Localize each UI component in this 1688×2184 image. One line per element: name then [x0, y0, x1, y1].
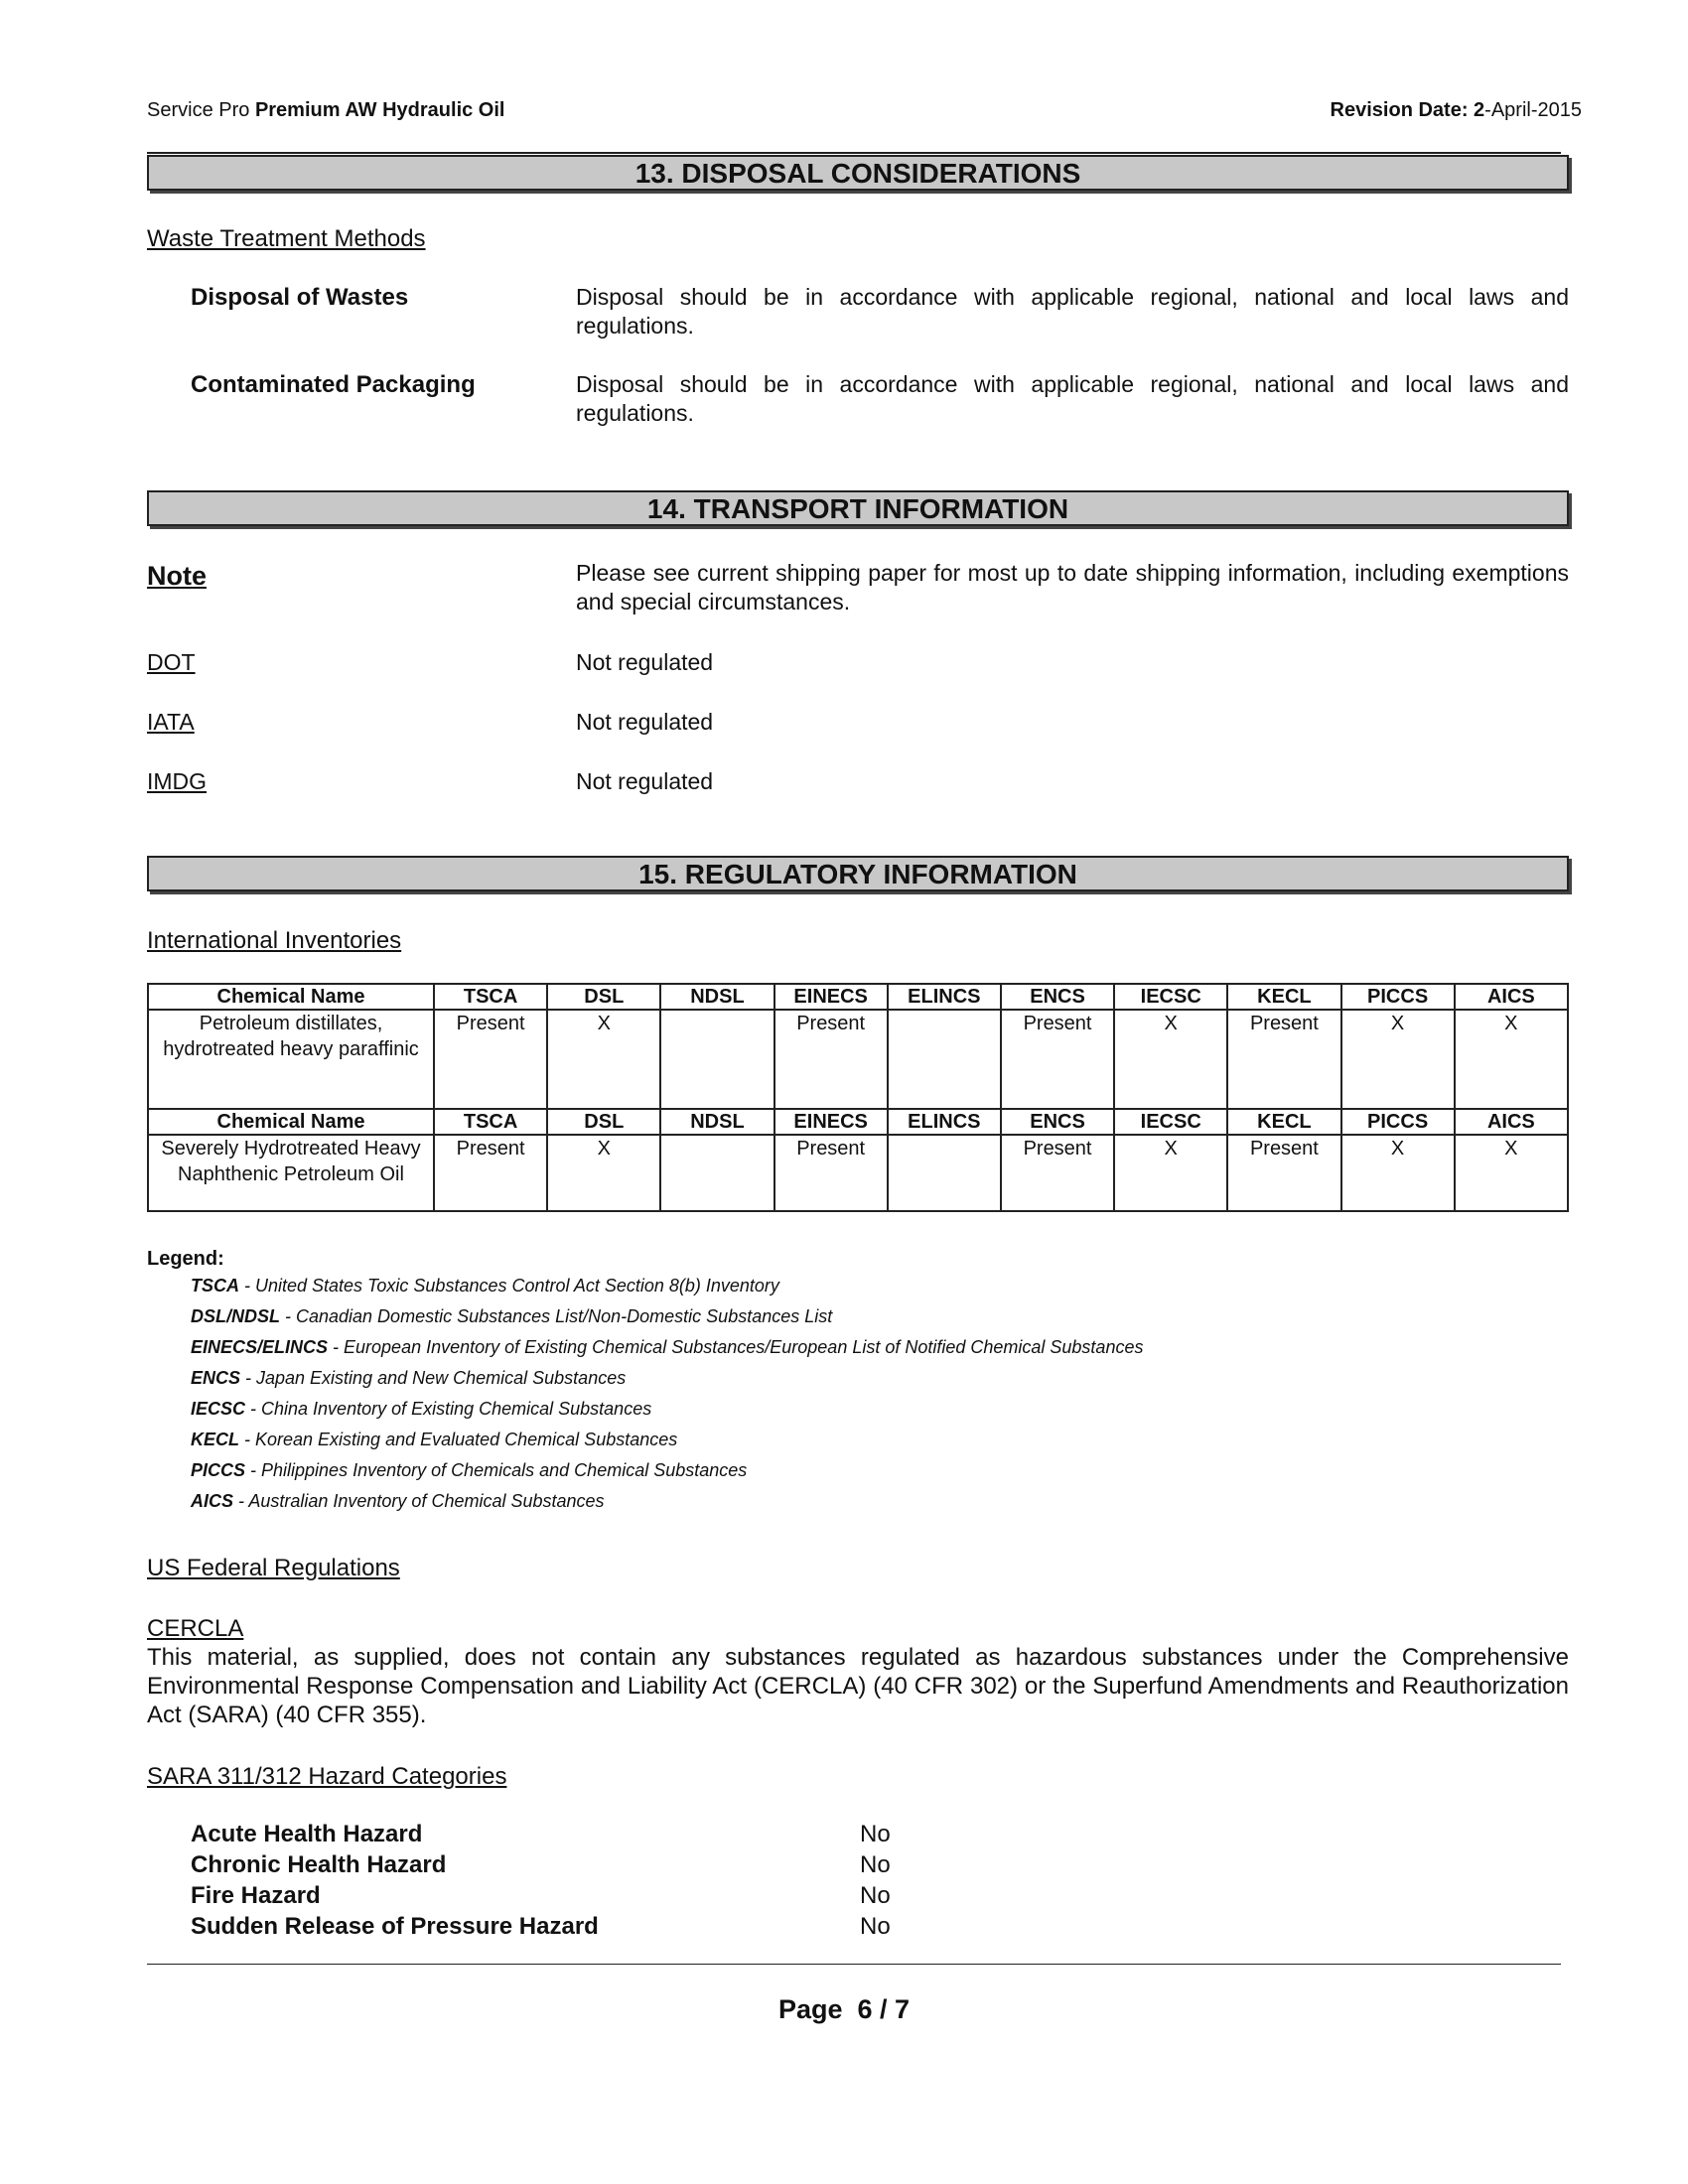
cell-einecs: Present — [774, 1135, 888, 1211]
dot-label: DOT — [147, 649, 196, 675]
imdg-label: IMDG — [147, 768, 208, 794]
cell-piccs: X — [1341, 1135, 1455, 1211]
hazard-value: No — [860, 1851, 891, 1878]
cercla-text: This material, as supplied, does not contain any substances regulated as hazardous substances under the Comprehensive Environmental Response Compensation and Liability Act (CERCLA) (40 CFR 302) or the Superfund Amendments and Reauthorization Act (SARA) (40 CFR 355). — [147, 1644, 1569, 1728]
section-15-title: 15. REGULATORY INFORMATION — [147, 856, 1569, 891]
hazard-label: Fire Hazard — [191, 1882, 321, 1909]
col-chemical-name: Chemical Name — [148, 984, 434, 1010]
hazard-label: Acute Health Hazard — [191, 1821, 423, 1847]
cell-dsl: X — [547, 1135, 660, 1211]
col-piccs: PICCS — [1341, 984, 1455, 1010]
page-number — [0, 1994, 1688, 2025]
col-dsl: DSL — [547, 1109, 660, 1135]
sara-heading: SARA 311/312 Hazard Categories — [147, 1763, 507, 1790]
legend-abbr: TSCA — [191, 1276, 239, 1296]
page-label: Page — [777, 1994, 843, 2024]
hazard-value: No — [860, 1821, 891, 1847]
note-text: Please see current shipping paper for most up to date shipping information, including exemptions and special circumstances. — [576, 560, 1569, 614]
cell-tsca: Present — [434, 1010, 547, 1109]
cell-ndsl — [660, 1010, 774, 1109]
cell-einecs: Present — [774, 1010, 888, 1109]
us-federal-heading: US Federal Regulations — [147, 1555, 400, 1581]
revision-label: Revision Date: — [1330, 99, 1469, 121]
imdg-value: Not regulated — [576, 768, 714, 794]
col-encs: ENCS — [1001, 1109, 1114, 1135]
col-aics: AICS — [1455, 1109, 1568, 1135]
contaminated-packaging-text: Disposal should be in accordance with applicable regional, national and local laws and regulations. — [576, 371, 1569, 426]
table-row — [148, 1010, 1568, 1109]
cercla-heading: CERCLA — [147, 1615, 244, 1642]
table-row — [148, 1135, 1568, 1211]
cell-elincs — [888, 1135, 1001, 1211]
document-header-revision — [1331, 99, 1582, 122]
col-dsl: DSL — [547, 984, 660, 1010]
cell-piccs: X — [1341, 1010, 1455, 1109]
hazard-label: Sudden Release of Pressure Hazard — [191, 1913, 599, 1940]
col-elincs: ELINCS — [888, 1109, 1001, 1135]
legend-desc: - Australian Inventory of Chemical Substances — [233, 1491, 605, 1511]
revision-rest: -April-2015 — [1484, 99, 1582, 121]
legend-item — [191, 1491, 605, 1512]
cell-tsca: Present — [434, 1135, 547, 1211]
legend-abbr: AICS — [191, 1491, 234, 1511]
disposal-of-wastes-text: Disposal should be in accordance with applicable regional, national and local laws and regulations. — [576, 284, 1569, 339]
contaminated-packaging-label: Contaminated Packaging — [191, 371, 476, 398]
legend-desc: - China Inventory of Existing Chemical Substances — [245, 1399, 652, 1419]
footer-rule — [147, 1964, 1561, 1965]
legend-item — [191, 1430, 677, 1450]
col-iecsc: IECSC — [1114, 984, 1227, 1010]
hazard-label: Chronic Health Hazard — [191, 1851, 447, 1878]
legend-desc: - United States Toxic Substances Control Act Section 8(b) Inventory — [239, 1276, 779, 1296]
legend-item — [191, 1337, 1143, 1358]
iata-label: IATA — [147, 709, 195, 735]
hazard-value: No — [860, 1882, 891, 1909]
col-aics: AICS — [1455, 984, 1568, 1010]
col-elincs: ELINCS — [888, 984, 1001, 1010]
note-label: Note — [147, 561, 207, 591]
col-kecl: KECL — [1227, 984, 1340, 1010]
legend-desc: - European Inventory of Existing Chemical Substances/European List of Notified Chemical Substances — [328, 1337, 1144, 1357]
cell-iecsc: X — [1114, 1135, 1227, 1211]
col-chemical-name: Chemical Name — [148, 1109, 434, 1135]
header-rule — [147, 152, 1561, 154]
document-header-product — [147, 99, 504, 122]
cell-dsl: X — [547, 1010, 660, 1109]
page-value: 6 / 7 — [857, 1994, 911, 2024]
legend-abbr: IECSC — [191, 1399, 246, 1419]
legend-item — [191, 1399, 651, 1420]
cell-kecl: Present — [1227, 1010, 1340, 1109]
hazard-value: No — [860, 1913, 891, 1940]
dot-value: Not regulated — [576, 649, 714, 675]
legend-abbr: DSL/NDSL — [191, 1306, 280, 1326]
legend-item — [191, 1276, 779, 1297]
col-einecs: EINECS — [774, 1109, 888, 1135]
col-ndsl: NDSL — [660, 1109, 774, 1135]
legend-desc: - Japan Existing and New Chemical Substances — [240, 1368, 627, 1388]
product-name: Premium AW Hydraulic Oil — [254, 99, 505, 121]
product-prefix: Service Pro — [147, 99, 255, 121]
legend-desc: - Korean Existing and Evaluated Chemical Substances — [239, 1430, 678, 1449]
col-piccs: PICCS — [1341, 1109, 1455, 1135]
legend-item — [191, 1306, 832, 1327]
inventory-table — [147, 983, 1569, 1212]
cell-aics: X — [1455, 1010, 1568, 1109]
legend-item — [191, 1460, 747, 1481]
section-14-title: 14. TRANSPORT INFORMATION — [147, 490, 1569, 526]
cell-encs: Present — [1001, 1010, 1114, 1109]
cell-encs: Present — [1001, 1135, 1114, 1211]
cell-aics: X — [1455, 1135, 1568, 1211]
revision-day: 2 — [1474, 99, 1485, 121]
waste-treatment-heading: Waste Treatment Methods — [147, 225, 426, 252]
disposal-of-wastes-label: Disposal of Wastes — [191, 284, 409, 311]
cell-kecl: Present — [1227, 1135, 1340, 1211]
iata-value: Not regulated — [576, 709, 714, 735]
legend-abbr: EINECS/ELINCS — [191, 1337, 329, 1357]
col-einecs: EINECS — [774, 984, 888, 1010]
table-header-row — [148, 984, 1568, 1010]
legend-abbr: ENCS — [191, 1368, 241, 1388]
col-ndsl: NDSL — [660, 984, 774, 1010]
section-13-title: 13. DISPOSAL CONSIDERATIONS — [147, 155, 1569, 191]
legend-desc: - Philippines Inventory of Chemicals and Chemical Substances — [245, 1460, 748, 1480]
cell-ndsl — [660, 1135, 774, 1211]
international-inventories-heading: International Inventories — [147, 927, 402, 954]
legend-title: Legend: — [147, 1248, 224, 1270]
col-kecl: KECL — [1227, 1109, 1340, 1135]
col-encs: ENCS — [1001, 984, 1114, 1010]
col-tsca: TSCA — [434, 1109, 547, 1135]
cell-chemical-name: Severely Hydrotreated Heavy Naphthenic Petroleum Oil — [148, 1135, 434, 1211]
cell-iecsc: X — [1114, 1010, 1227, 1109]
cell-chemical-name: Petroleum distillates, hydrotreated heavy paraffinic — [148, 1010, 434, 1109]
table-header-row — [148, 1109, 1568, 1135]
col-iecsc: IECSC — [1114, 1109, 1227, 1135]
legend-abbr: KECL — [191, 1430, 239, 1449]
cell-elincs — [888, 1010, 1001, 1109]
legend-abbr: PICCS — [191, 1460, 246, 1480]
col-tsca: TSCA — [434, 984, 547, 1010]
legend-desc: - Canadian Domestic Substances List/Non-Domestic Substances List — [280, 1306, 833, 1326]
legend-item — [191, 1368, 626, 1389]
